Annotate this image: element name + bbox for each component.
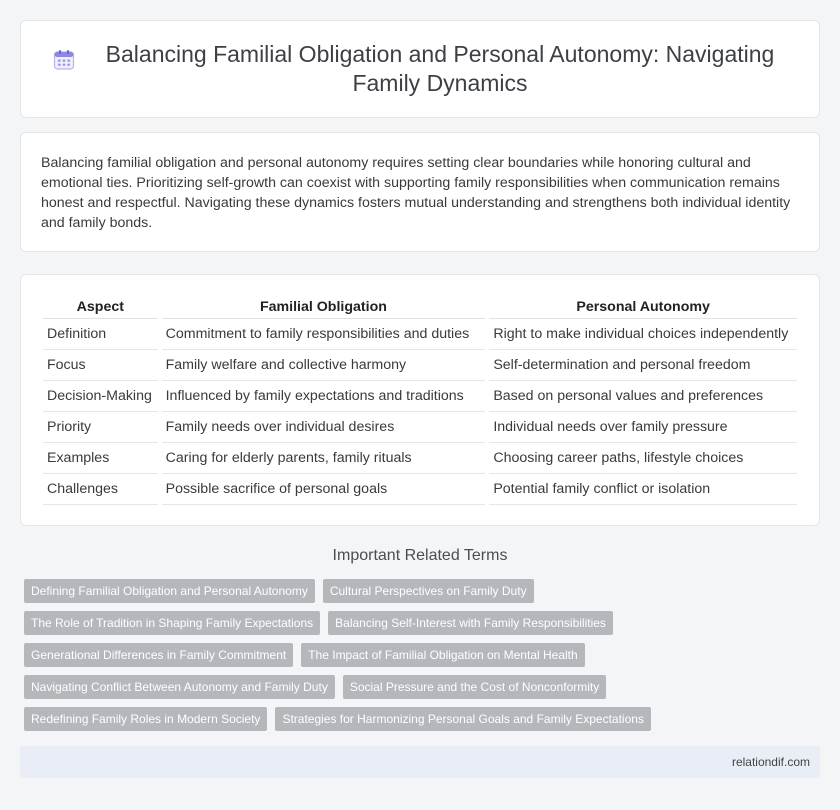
comparison-card (20, 274, 820, 526)
row-personal: Right to make individual choices independently (489, 319, 797, 350)
related-term-tag[interactable]: Social Pressure and the Cost of Nonconformity (343, 675, 606, 699)
row-aspect: Decision-Making (43, 381, 158, 412)
table-row (43, 474, 797, 505)
row-familial: Family welfare and collective harmony (162, 350, 486, 381)
row-aspect: Definition (43, 319, 158, 350)
header-aspect: Aspect (43, 297, 158, 319)
footer-site-link[interactable]: relationdif.com (731, 755, 810, 769)
related-term-tag[interactable]: Defining Familial Obligation and Personal Autonomy (24, 579, 315, 603)
table-row (43, 412, 797, 443)
table-row (43, 443, 797, 474)
related-terms-title: Important Related Terms (332, 547, 508, 564)
row-personal: Based on personal values and preferences (489, 381, 797, 412)
row-personal: Individual needs over family pressure (489, 412, 797, 443)
row-familial: Influenced by family expectations and traditions (162, 381, 486, 412)
tag-row (24, 707, 651, 731)
table-header-row (43, 297, 797, 319)
row-familial: Caring for elderly parents, family rituals (162, 443, 486, 474)
related-term-tag[interactable]: Generational Differences in Family Commitment (24, 643, 293, 667)
tag-row (24, 675, 606, 699)
row-personal: Choosing career paths, lifestyle choices (489, 443, 797, 474)
tag-row (24, 611, 613, 635)
table-row (43, 381, 797, 412)
related-term-tag[interactable]: Balancing Self-Interest with Family Responsibilities (328, 611, 613, 635)
comparison-table (43, 297, 797, 505)
related-term-tag[interactable]: The Role of Tradition in Shaping Family Expectations (24, 611, 320, 635)
intro-card (20, 132, 820, 252)
row-aspect: Priority (43, 412, 158, 443)
table-row (43, 350, 797, 381)
row-aspect: Challenges (43, 474, 158, 505)
header-personal-autonomy: Personal Autonomy (489, 297, 797, 319)
row-familial: Commitment to family responsibilities and duties (162, 319, 486, 350)
related-term-tag[interactable]: Navigating Conflict Between Autonomy and Family Duty (24, 675, 335, 699)
row-aspect: Focus (43, 350, 158, 381)
page-title: Balancing Familial Obligation and Personal Autonomy: Navigating Family Dynamics (105, 41, 775, 96)
row-aspect: Examples (43, 443, 158, 474)
header-familial-obligation: Familial Obligation (162, 297, 486, 319)
related-term-tag[interactable]: Cultural Perspectives on Family Duty (323, 579, 534, 603)
row-personal: Self-determination and personal freedom (489, 350, 797, 381)
row-familial: Possible sacrifice of personal goals (162, 474, 486, 505)
intro-paragraph: Balancing familial obligation and personal autonomy requires setting clear boundaries while honoring cultural and emotional ties. Prioritizing self-growth can coexist with supporting family responsibilities when communication remains honest and respectful. Navigating these dynamics fosters mutual understanding and strengthens both individual identity and family bonds. (41, 155, 791, 231)
tag-row (24, 643, 585, 667)
related-term-tag[interactable]: The Impact of Familial Obligation on Mental Health (301, 643, 584, 667)
related-term-tag[interactable]: Redefining Family Roles in Modern Society (24, 707, 267, 731)
row-personal: Potential family conflict or isolation (489, 474, 797, 505)
header-card (20, 20, 820, 118)
tag-row (24, 579, 534, 603)
related-term-tag[interactable]: Strategies for Harmonizing Personal Goals and Family Expectations (275, 707, 651, 731)
table-row (43, 319, 797, 350)
footer (20, 746, 820, 778)
row-familial: Family needs over individual desires (162, 412, 486, 443)
